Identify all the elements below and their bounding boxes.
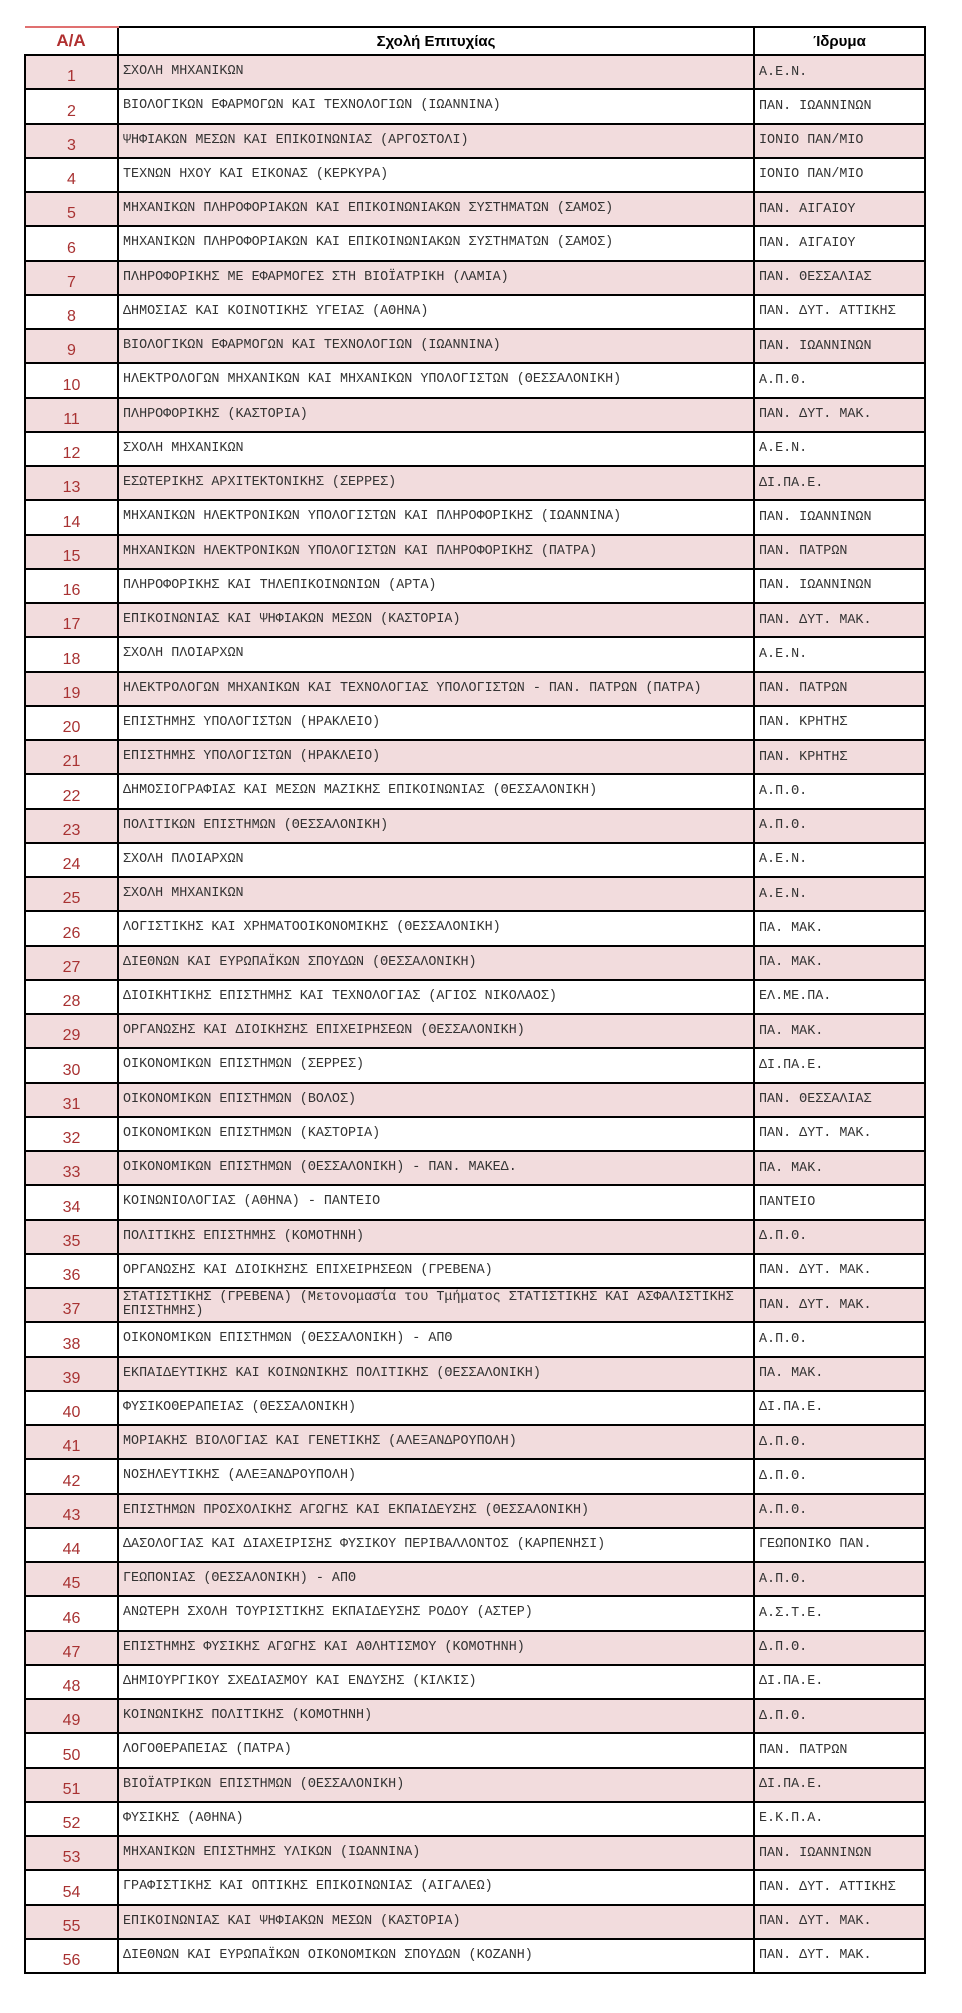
row-number: 46	[25, 1596, 118, 1630]
table-row	[25, 1425, 925, 1459]
table-row	[25, 363, 925, 397]
institution-name: ΠΑΝ. ΘΕΣΣΑΛΙΑΣ	[754, 1083, 925, 1117]
institution-name: ΠΑΝ. ΠΑΤΡΩΝ	[754, 672, 925, 706]
row-number: 24	[25, 843, 118, 877]
row-number: 42	[25, 1459, 118, 1493]
row-number: 50	[25, 1733, 118, 1767]
table-row	[25, 500, 925, 534]
row-number: 27	[25, 946, 118, 980]
institution-name: ΔΙ.ΠΑ.Ε.	[754, 1391, 925, 1425]
school-name: ΓΕΩΠΟΝΙΑΣ (ΘΕΣΣΑΛΟΝΙΚΗ) - ΑΠΘ	[118, 1562, 754, 1596]
institution-name: Δ.Π.Θ.	[754, 1699, 925, 1733]
school-name: ΟΙΚΟΝΟΜΙΚΩΝ ΕΠΙΣΤΗΜΩΝ (ΚΑΣΤΟΡΙΑ)	[118, 1117, 754, 1151]
table-row	[25, 843, 925, 877]
row-number: 6	[25, 226, 118, 260]
school-name: ΠΛΗΡΟΦΟΡΙΚΗΣ (ΚΑΣΤΟΡΙΑ)	[118, 398, 754, 432]
table-row	[25, 1939, 925, 1973]
institution-name: Α.Π.Θ.	[754, 1494, 925, 1528]
school-name: ΣΧΟΛΗ ΠΛΟΙΑΡΧΩΝ	[118, 843, 754, 877]
table-row	[25, 672, 925, 706]
table-row	[25, 1151, 925, 1185]
institution-name: ΠΑ. ΜΑΚ.	[754, 1357, 925, 1391]
row-number: 40	[25, 1391, 118, 1425]
institution-name: ΠΑΝ. ΑΙΓΑΙΟΥ	[754, 192, 925, 226]
table-row	[25, 1562, 925, 1596]
institution-name: Α.Ε.Ν.	[754, 55, 925, 89]
institution-name: ΙΟΝΙΟ ΠΑΝ/ΜΙΟ	[754, 158, 925, 192]
table-row	[25, 1083, 925, 1117]
table-row	[25, 1494, 925, 1528]
school-name: ΣΧΟΛΗ ΜΗΧΑΝΙΚΩΝ	[118, 55, 754, 89]
row-number: 9	[25, 329, 118, 363]
institution-name: ΠΑΝ. ΔΥΤ. ΜΑΚ.	[754, 1117, 925, 1151]
school-name: ΕΠΙΚΟΙΝΩΝΙΑΣ ΚΑΙ ΨΗΦΙΑΚΩΝ ΜΕΣΩΝ (ΚΑΣΤΟΡΙΑ)	[118, 1905, 754, 1939]
institution-name: Α.Π.Θ.	[754, 809, 925, 843]
table-row	[25, 398, 925, 432]
school-name: ΔΗΜΟΣΙΟΓΡΑΦΙΑΣ ΚΑΙ ΜΕΣΩΝ ΜΑΖΙΚΗΣ ΕΠΙΚΟΙΝΩΝΙΑΣ (ΘΕΣΣΑΛΟΝΙΚΗ)	[118, 774, 754, 808]
row-number: 10	[25, 363, 118, 397]
institution-name: Α.Ε.Ν.	[754, 637, 925, 671]
row-number: 53	[25, 1836, 118, 1870]
row-number: 43	[25, 1494, 118, 1528]
table-row	[25, 809, 925, 843]
table-row	[25, 1733, 925, 1767]
row-number: 3	[25, 124, 118, 158]
school-name: ΣΤΑΤΙΣΤΙΚΗΣ (ΓΡΕΒΕΝΑ) (Μετονομασία του Τμήματος ΣΤΑΤΙΣΤΙΚΗΣ ΚΑΙ ΑΣΦΑΛΙΣΤΙΚΗΣ ΕΠΙΣΤΗΜΗΣ)	[118, 1288, 754, 1322]
row-number: 4	[25, 158, 118, 192]
institution-name: ΠΑΝ. ΑΙΓΑΙΟΥ	[754, 226, 925, 260]
school-name: ΟΙΚΟΝΟΜΙΚΩΝ ΕΠΙΣΤΗΜΩΝ (ΘΕΣΣΑΛΟΝΙΚΗ) - ΠΑΝ. ΜΑΚΕΔ.	[118, 1151, 754, 1185]
school-name: ΔΑΣΟΛΟΓΙΑΣ ΚΑΙ ΔΙΑΧΕΙΡΙΣΗΣ ΦΥΣΙΚΟΥ ΠΕΡΙΒΑΛΛΟΝΤΟΣ (ΚΑΡΠΕΝΗΣΙ)	[118, 1528, 754, 1562]
school-name: ΠΛΗΡΟΦΟΡΙΚΗΣ ΜΕ ΕΦΑΡΜΟΓΕΣ ΣΤΗ ΒΙΟΪΑΤΡΙΚΗ (ΛΑΜΙΑ)	[118, 261, 754, 295]
school-name: ΜΗΧΑΝΙΚΩΝ ΕΠΙΣΤΗΜΗΣ ΥΛΙΚΩΝ (ΙΩΑΝΝΙΝΑ)	[118, 1836, 754, 1870]
institution-name: Δ.Π.Θ.	[754, 1220, 925, 1254]
institution-name: ΠΑΝ. ΔΥΤ. ΜΑΚ.	[754, 603, 925, 637]
institution-name: Α.Π.Θ.	[754, 774, 925, 808]
row-number: 47	[25, 1631, 118, 1665]
row-number: 39	[25, 1357, 118, 1391]
table-row	[25, 295, 925, 329]
table-row	[25, 911, 925, 945]
table-row	[25, 740, 925, 774]
institution-name: ΔΙ.ΠΑ.Ε.	[754, 466, 925, 500]
row-number: 45	[25, 1562, 118, 1596]
table-row	[25, 603, 925, 637]
school-name: ΕΠΙΣΤΗΜΗΣ ΥΠΟΛΟΓΙΣΤΩΝ (ΗΡΑΚΛΕΙΟ)	[118, 740, 754, 774]
institution-name: ΠΑΝ. ΚΡΗΤΗΣ	[754, 740, 925, 774]
row-number: 44	[25, 1528, 118, 1562]
school-name: ΜΗΧΑΝΙΚΩΝ ΗΛΕΚΤΡΟΝΙΚΩΝ ΥΠΟΛΟΓΙΣΤΩΝ ΚΑΙ ΠΛΗΡΟΦΟΡΙΚΗΣ (ΠΑΤΡΑ)	[118, 535, 754, 569]
school-name: ΔΙΟΙΚΗΤΙΚΗΣ ΕΠΙΣΤΗΜΗΣ ΚΑΙ ΤΕΧΝΟΛΟΓΙΑΣ (ΑΓΙΟΣ ΝΙΚΟΛΑΟΣ)	[118, 980, 754, 1014]
table-row	[25, 1117, 925, 1151]
table-row	[25, 1631, 925, 1665]
institution-name: ΓΕΩΠΟΝΙΚΟ ΠΑΝ.	[754, 1528, 925, 1562]
row-number: 12	[25, 432, 118, 466]
school-name: ΔΗΜΙΟΥΡΓΙΚΟΥ ΣΧΕΔΙΑΣΜΟΥ ΚΑΙ ΕΝΔΥΣΗΣ (ΚΙΛΚΙΣ)	[118, 1665, 754, 1699]
row-number: 30	[25, 1048, 118, 1082]
table-row	[25, 89, 925, 123]
school-name: ΔΗΜΟΣΙΑΣ ΚΑΙ ΚΟΙΝΟΤΙΚΗΣ ΥΓΕΙΑΣ (ΑΘΗΝΑ)	[118, 295, 754, 329]
row-number: 37	[25, 1288, 118, 1322]
institution-name: Α.Ε.Ν.	[754, 432, 925, 466]
institution-name: ΠΑΝ. ΘΕΣΣΑΛΙΑΣ	[754, 261, 925, 295]
table-row	[25, 706, 925, 740]
row-number: 48	[25, 1665, 118, 1699]
institution-name: Α.Σ.Τ.Ε.	[754, 1596, 925, 1630]
table-row	[25, 1048, 925, 1082]
institution-name: ΠΑΝ. ΙΩΑΝΝΙΝΩΝ	[754, 500, 925, 534]
school-name: ΟΡΓΑΝΩΣΗΣ ΚΑΙ ΔΙΟΙΚΗΣΗΣ ΕΠΙΧΕΙΡΗΣΕΩΝ (ΓΡΕΒΕΝΑ)	[118, 1254, 754, 1288]
row-number: 33	[25, 1151, 118, 1185]
row-number: 11	[25, 398, 118, 432]
row-number: 14	[25, 500, 118, 534]
table-row	[25, 329, 925, 363]
school-name: ΟΙΚΟΝΟΜΙΚΩΝ ΕΠΙΣΤΗΜΩΝ (ΘΕΣΣΑΛΟΝΙΚΗ) - ΑΠΘ	[118, 1322, 754, 1356]
table-row	[25, 877, 925, 911]
institution-name: Α.Ε.Ν.	[754, 877, 925, 911]
institution-name: ΠΑΝ. ΔΥΤ. ΜΑΚ.	[754, 1905, 925, 1939]
table-row	[25, 158, 925, 192]
school-name: ΕΠΙΣΤΗΜΗΣ ΦΥΣΙΚΗΣ ΑΓΩΓΗΣ ΚΑΙ ΑΘΛΗΤΙΣΜΟΥ (ΚΟΜΟΤΗΝΗ)	[118, 1631, 754, 1665]
institution-name: ΠΑΝ. ΔΥΤ. ΜΑΚ.	[754, 1254, 925, 1288]
institution-name: ΙΟΝΙΟ ΠΑΝ/ΜΙΟ	[754, 124, 925, 158]
table-row	[25, 569, 925, 603]
institution-name: Α.Ε.Ν.	[754, 843, 925, 877]
row-number: 51	[25, 1768, 118, 1802]
school-name: ΕΠΙΚΟΙΝΩΝΙΑΣ ΚΑΙ ΨΗΦΙΑΚΩΝ ΜΕΣΩΝ (ΚΑΣΤΟΡΙΑ)	[118, 603, 754, 637]
row-number: 5	[25, 192, 118, 226]
institution-name: Α.Π.Θ.	[754, 363, 925, 397]
institution-name: ΠΑΝ. ΚΡΗΤΗΣ	[754, 706, 925, 740]
institution-name: ΠΑΝ. ΙΩΑΝΝΙΝΩΝ	[754, 329, 925, 363]
institution-name: Ε.Κ.Π.Α.	[754, 1802, 925, 1836]
school-name: ΕΠΙΣΤΗΜΗΣ ΥΠΟΛΟΓΙΣΤΩΝ (ΗΡΑΚΛΕΙΟ)	[118, 706, 754, 740]
table-row	[25, 55, 925, 89]
school-name: ΑΝΩΤΕΡΗ ΣΧΟΛΗ ΤΟΥΡΙΣΤΙΚΗΣ ΕΚΠΑΙΔΕΥΣΗΣ ΡΟΔΟΥ (ΑΣΤΕΡ)	[118, 1596, 754, 1630]
school-name: ΜΟΡΙΑΚΗΣ ΒΙΟΛΟΓΙΑΣ ΚΑΙ ΓΕΝΕΤΙΚΗΣ (ΑΛΕΞΑΝΔΡΟΥΠΟΛΗ)	[118, 1425, 754, 1459]
school-name: ΓΡΑΦΙΣΤΙΚΗΣ ΚΑΙ ΟΠΤΙΚΗΣ ΕΠΙΚΟΙΝΩΝΙΑΣ (ΑΙΓΑΛΕΩ)	[118, 1870, 754, 1904]
row-number: 54	[25, 1870, 118, 1904]
school-name: ΨΗΦΙΑΚΩΝ ΜΕΣΩΝ ΚΑΙ ΕΠΙΚΟΙΝΩΝΙΑΣ (ΑΡΓΟΣΤΟΛΙ)	[118, 124, 754, 158]
school-name: ΟΡΓΑΝΩΣΗΣ ΚΑΙ ΔΙΟΙΚΗΣΗΣ ΕΠΙΧΕΙΡΗΣΕΩΝ (ΘΕΣΣΑΛΟΝΙΚΗ)	[118, 1014, 754, 1048]
school-name: ΔΙΕΘΝΩΝ ΚΑΙ ΕΥΡΩΠΑΪΚΩΝ ΣΠΟΥΔΩΝ (ΘΕΣΣΑΛΟΝΙΚΗ)	[118, 946, 754, 980]
table-row	[25, 192, 925, 226]
school-name: ΒΙΟΛΟΓΙΚΩΝ ΕΦΑΡΜΟΓΩΝ ΚΑΙ ΤΕΧΝΟΛΟΓΙΩΝ (ΙΩΑΝΝΙΝΑ)	[118, 329, 754, 363]
school-name: ΝΟΣΗΛΕΥΤΙΚΗΣ (ΑΛΕΞΑΝΔΡΟΥΠΟΛΗ)	[118, 1459, 754, 1493]
row-number: 22	[25, 774, 118, 808]
row-number: 18	[25, 637, 118, 671]
table-row	[25, 261, 925, 295]
school-name: ΒΙΟΪΑΤΡΙΚΩΝ ΕΠΙΣΤΗΜΩΝ (ΘΕΣΣΑΛΟΝΙΚΗ)	[118, 1768, 754, 1802]
school-name: ΚΟΙΝΩΝΙΟΛΟΓΙΑΣ (ΑΘΗΝΑ) - ΠΑΝΤΕΙΟ	[118, 1185, 754, 1219]
table-row	[25, 1288, 925, 1322]
school-name: ΜΗΧΑΝΙΚΩΝ ΗΛΕΚΤΡΟΝΙΚΩΝ ΥΠΟΛΟΓΙΣΤΩΝ ΚΑΙ ΠΛΗΡΟΦΟΡΙΚΗΣ (ΙΩΑΝΝΙΝΑ)	[118, 500, 754, 534]
institution-name: ΠΑΝ. ΠΑΤΡΩΝ	[754, 1733, 925, 1767]
school-name: ΦΥΣΙΚΟΘΕΡΑΠΕΙΑΣ (ΘΕΣΣΑΛΟΝΙΚΗ)	[118, 1391, 754, 1425]
table-row	[25, 1836, 925, 1870]
table-row	[25, 1357, 925, 1391]
school-name: ΟΙΚΟΝΟΜΙΚΩΝ ΕΠΙΣΤΗΜΩΝ (ΣΕΡΡΕΣ)	[118, 1048, 754, 1082]
school-name: ΜΗΧΑΝΙΚΩΝ ΠΛΗΡΟΦΟΡΙΑΚΩΝ ΚΑΙ ΕΠΙΚΟΙΝΩΝΙΑΚΩΝ ΣΥΣΤΗΜΑΤΩΝ (ΣΑΜΟΣ)	[118, 226, 754, 260]
school-name: ΤΕΧΝΩΝ ΗΧΟΥ ΚΑΙ ΕΙΚΟΝΑΣ (ΚΕΡΚΥΡΑ)	[118, 158, 754, 192]
row-number: 17	[25, 603, 118, 637]
table-row	[25, 1185, 925, 1219]
row-number: 52	[25, 1802, 118, 1836]
row-number: 15	[25, 535, 118, 569]
table-row	[25, 1322, 925, 1356]
row-number: 1	[25, 55, 118, 89]
table-row	[25, 1391, 925, 1425]
row-number: 26	[25, 911, 118, 945]
row-number: 29	[25, 1014, 118, 1048]
school-name: ΕΠΙΣΤΗΜΩΝ ΠΡΟΣΧΟΛΙΚΗΣ ΑΓΩΓΗΣ ΚΑΙ ΕΚΠΑΙΔΕΥΣΗΣ (ΘΕΣΣΑΛΟΝΙΚΗ)	[118, 1494, 754, 1528]
institution-name: ΠΑ. ΜΑΚ.	[754, 1151, 925, 1185]
row-number: 2	[25, 89, 118, 123]
institution-name: ΔΙ.ΠΑ.Ε.	[754, 1768, 925, 1802]
table-row	[25, 1254, 925, 1288]
row-number: 25	[25, 877, 118, 911]
table-row	[25, 1596, 925, 1630]
row-number: 7	[25, 261, 118, 295]
institution-name: ΠΑΝ. ΔΥΤ. ΜΑΚ.	[754, 398, 925, 432]
institution-name: ΠΑ. ΜΑΚ.	[754, 946, 925, 980]
institution-name: ΕΛ.ΜΕ.ΠΑ.	[754, 980, 925, 1014]
institution-name: Δ.Π.Θ.	[754, 1425, 925, 1459]
institution-name: ΠΑΝ. ΔΥΤ. ΑΤΤΙΚΗΣ	[754, 1870, 925, 1904]
table-row	[25, 1528, 925, 1562]
row-number: 35	[25, 1220, 118, 1254]
table-row	[25, 1699, 925, 1733]
institution-name: ΠΑ. ΜΑΚ.	[754, 1014, 925, 1048]
school-name: ΠΛΗΡΟΦΟΡΙΚΗΣ ΚΑΙ ΤΗΛΕΠΙΚΟΙΝΩΝΙΩΝ (ΑΡΤΑ)	[118, 569, 754, 603]
school-name: ΛΟΓΙΣΤΙΚΗΣ ΚΑΙ ΧΡΗΜΑΤΟΟΙΚΟΝΟΜΙΚΗΣ (ΘΕΣΣΑΛΟΝΙΚΗ)	[118, 911, 754, 945]
school-name: ΚΟΙΝΩΝΙΚΗΣ ΠΟΛΙΤΙΚΗΣ (ΚΟΜΟΤΗΝΗ)	[118, 1699, 754, 1733]
results-sheet	[24, 26, 924, 1974]
table-row	[25, 1665, 925, 1699]
school-name: ΛΟΓΟΘΕΡΑΠΕΙΑΣ (ΠΑΤΡΑ)	[118, 1733, 754, 1767]
header-num: Α/Α	[25, 27, 118, 55]
school-name: ΦΥΣΙΚΗΣ (ΑΘΗΝΑ)	[118, 1802, 754, 1836]
table-header	[25, 27, 925, 55]
school-name: ΗΛΕΚΤΡΟΛΟΓΩΝ ΜΗΧΑΝΙΚΩΝ ΚΑΙ ΤΕΧΝΟΛΟΓΙΑΣ ΥΠΟΛΟΓΙΣΤΩΝ - ΠΑΝ. ΠΑΤΡΩΝ (ΠΑΤΡΑ)	[118, 672, 754, 706]
table-row	[25, 637, 925, 671]
table-body	[25, 55, 925, 1973]
row-number: 28	[25, 980, 118, 1014]
table-row	[25, 774, 925, 808]
row-number: 13	[25, 466, 118, 500]
table-row	[25, 1870, 925, 1904]
institution-name: ΔΙ.ΠΑ.Ε.	[754, 1665, 925, 1699]
table-row	[25, 1768, 925, 1802]
table-row	[25, 466, 925, 500]
table-row	[25, 1802, 925, 1836]
row-number: 32	[25, 1117, 118, 1151]
institution-name: ΠΑΝ. ΠΑΤΡΩΝ	[754, 535, 925, 569]
institution-name: ΠΑΝ. ΔΥΤ. ΜΑΚ.	[754, 1288, 925, 1322]
table-row	[25, 226, 925, 260]
institution-name: Δ.Π.Θ.	[754, 1459, 925, 1493]
table-row	[25, 1220, 925, 1254]
table-row	[25, 980, 925, 1014]
institution-name: ΠΑ. ΜΑΚ.	[754, 911, 925, 945]
row-number: 31	[25, 1083, 118, 1117]
table-row	[25, 432, 925, 466]
institution-name: Δ.Π.Θ.	[754, 1631, 925, 1665]
school-name: ΣΧΟΛΗ ΠΛΟΙΑΡΧΩΝ	[118, 637, 754, 671]
header-row	[25, 27, 925, 55]
header-school: Σχολή Επιτυχίας	[118, 27, 754, 55]
header-institution: Ίδρυμα	[754, 27, 925, 55]
institution-name: ΠΑΝ. ΙΩΑΝΝΙΝΩΝ	[754, 1836, 925, 1870]
institution-name: Α.Π.Θ.	[754, 1562, 925, 1596]
row-number: 55	[25, 1905, 118, 1939]
institution-name: ΠΑΝ. ΙΩΑΝΝΙΝΩΝ	[754, 569, 925, 603]
school-name: ΠΟΛΙΤΙΚΩΝ ΕΠΙΣΤΗΜΩΝ (ΘΕΣΣΑΛΟΝΙΚΗ)	[118, 809, 754, 843]
school-name: ΕΣΩΤΕΡΙΚΗΣ ΑΡΧΙΤΕΚΤΟΝΙΚΗΣ (ΣΕΡΡΕΣ)	[118, 466, 754, 500]
row-number: 21	[25, 740, 118, 774]
results-table	[24, 26, 926, 1974]
table-row	[25, 124, 925, 158]
table-row	[25, 535, 925, 569]
row-number: 20	[25, 706, 118, 740]
row-number: 8	[25, 295, 118, 329]
institution-name: ΠΑΝ. ΔΥΤ. ΜΑΚ.	[754, 1939, 925, 1973]
institution-name: ΔΙ.ΠΑ.Ε.	[754, 1048, 925, 1082]
row-number: 38	[25, 1322, 118, 1356]
school-name: ΣΧΟΛΗ ΜΗΧΑΝΙΚΩΝ	[118, 432, 754, 466]
school-name: ΣΧΟΛΗ ΜΗΧΑΝΙΚΩΝ	[118, 877, 754, 911]
school-name: ΒΙΟΛΟΓΙΚΩΝ ΕΦΑΡΜΟΓΩΝ ΚΑΙ ΤΕΧΝΟΛΟΓΙΩΝ (ΙΩΑΝΝΙΝΑ)	[118, 89, 754, 123]
table-row	[25, 1459, 925, 1493]
school-name: ΠΟΛΙΤΙΚΗΣ ΕΠΙΣΤΗΜΗΣ (ΚΟΜΟΤΗΝΗ)	[118, 1220, 754, 1254]
table-row	[25, 946, 925, 980]
institution-name: ΠΑΝΤΕΙΟ	[754, 1185, 925, 1219]
row-number: 34	[25, 1185, 118, 1219]
institution-name: ΠΑΝ. ΙΩΑΝΝΙΝΩΝ	[754, 89, 925, 123]
row-number: 41	[25, 1425, 118, 1459]
school-name: ΔΙΕΘΝΩΝ ΚΑΙ ΕΥΡΩΠΑΪΚΩΝ ΟΙΚΟΝΟΜΙΚΩΝ ΣΠΟΥΔΩΝ (ΚΟΖΑΝΗ)	[118, 1939, 754, 1973]
row-number: 49	[25, 1699, 118, 1733]
row-number: 36	[25, 1254, 118, 1288]
row-number: 56	[25, 1939, 118, 1973]
table-row	[25, 1014, 925, 1048]
institution-name: ΠΑΝ. ΔΥΤ. ΑΤΤΙΚΗΣ	[754, 295, 925, 329]
row-number: 19	[25, 672, 118, 706]
institution-name: Α.Π.Θ.	[754, 1322, 925, 1356]
school-name: ΟΙΚΟΝΟΜΙΚΩΝ ΕΠΙΣΤΗΜΩΝ (ΒΟΛΟΣ)	[118, 1083, 754, 1117]
school-name: ΗΛΕΚΤΡΟΛΟΓΩΝ ΜΗΧΑΝΙΚΩΝ ΚΑΙ ΜΗΧΑΝΙΚΩΝ ΥΠΟΛΟΓΙΣΤΩΝ (ΘΕΣΣΑΛΟΝΙΚΗ)	[118, 363, 754, 397]
school-name: ΜΗΧΑΝΙΚΩΝ ΠΛΗΡΟΦΟΡΙΑΚΩΝ ΚΑΙ ΕΠΙΚΟΙΝΩΝΙΑΚΩΝ ΣΥΣΤΗΜΑΤΩΝ (ΣΑΜΟΣ)	[118, 192, 754, 226]
row-number: 23	[25, 809, 118, 843]
row-number: 16	[25, 569, 118, 603]
school-name: ΕΚΠΑΙΔΕΥΤΙΚΗΣ ΚΑΙ ΚΟΙΝΩΝΙΚΗΣ ΠΟΛΙΤΙΚΗΣ (ΘΕΣΣΑΛΟΝΙΚΗ)	[118, 1357, 754, 1391]
table-row	[25, 1905, 925, 1939]
